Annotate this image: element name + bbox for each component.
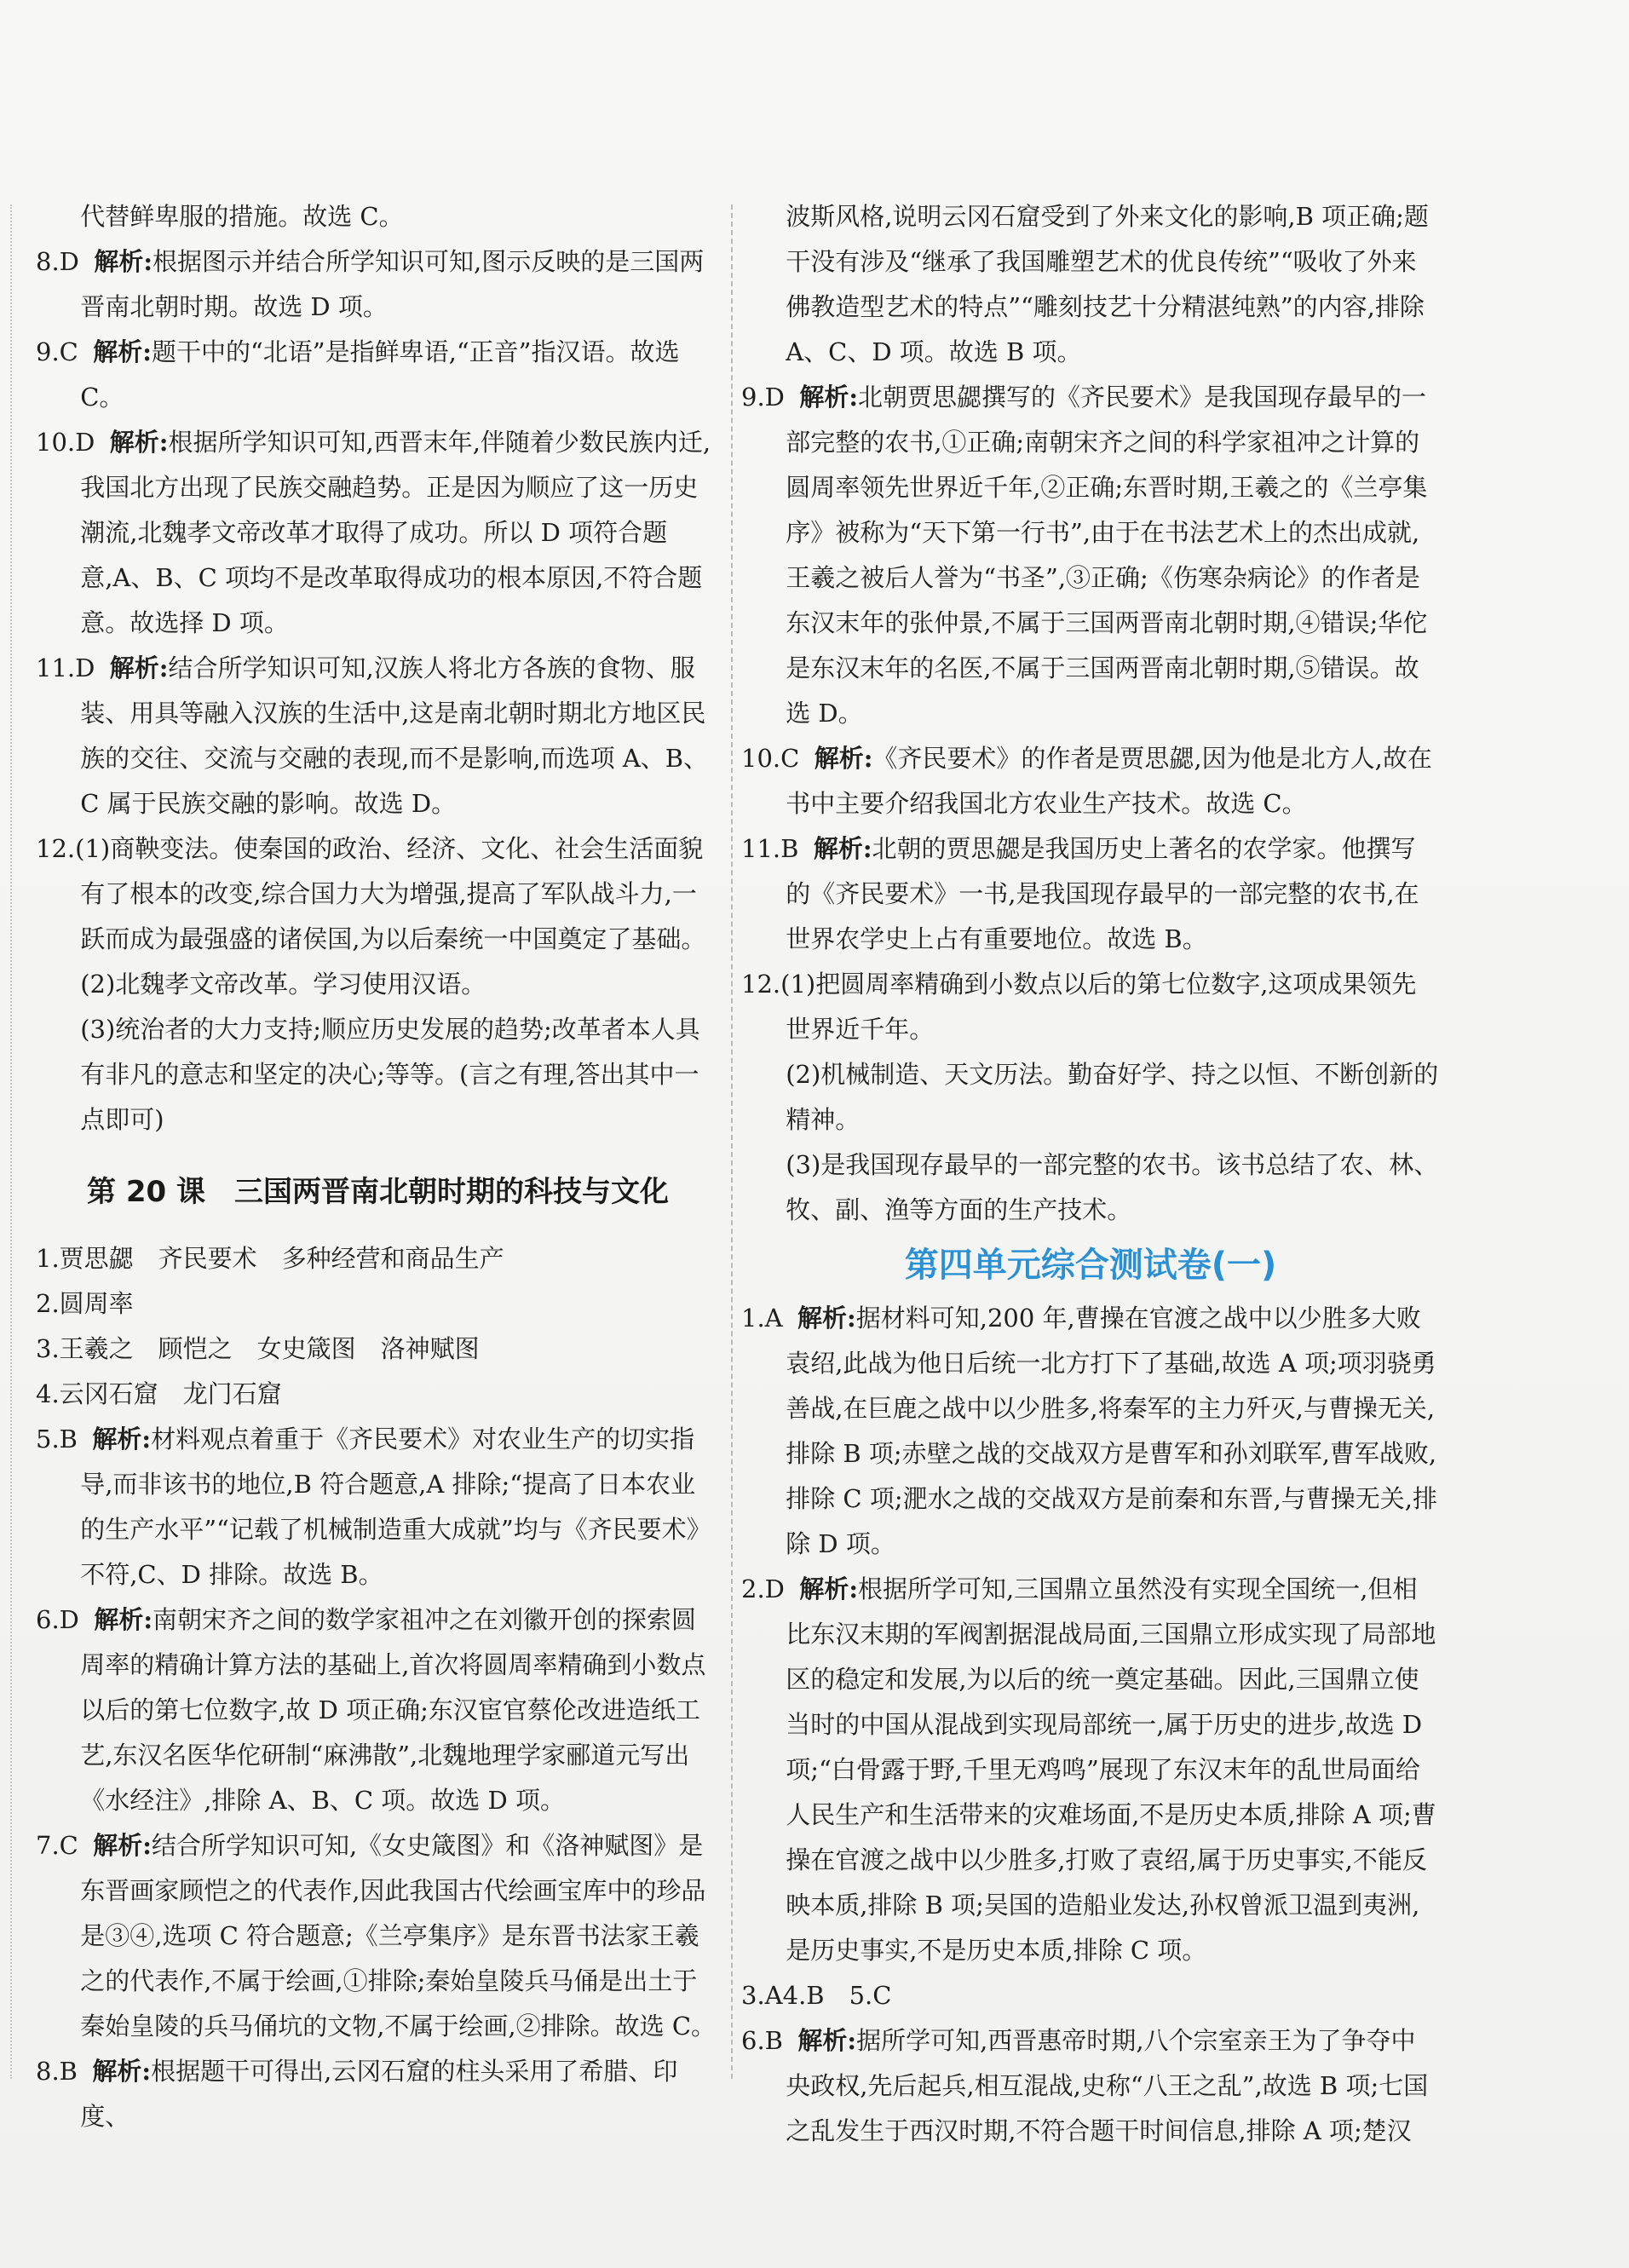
answer-text: 南朝宋齐之间的数学家祖冲之在刘徽开创的探索圆周率的精确计算方法的基础上,首次将圆周率精确到小数点以后的第七位数字,故 D 项正确;东汉宦官蔡伦改进造纸工艺,东汉名医华佗研制“麻沸散”,北魏地理学家郦道元写出《水经注》,排除 A、B、C 项。故选 D 项。 [80,1605,706,1815]
answer-item [36,1417,717,1597]
answer-text: 王羲之 顾恺之 女史箴图 洛神赋图 [59,1334,480,1363]
analysis-label: 解析: [799,383,859,412]
answer-item [741,1567,1440,1973]
analysis-label: 解析: [799,1574,859,1603]
answer-item [36,1236,717,1281]
answer-text: 根据题干可得出,云冈石窟的柱头采用了希腊、印度、 [80,2057,678,2131]
answer-item [741,2018,1440,2154]
answer-item [36,1327,717,1372]
answer-subpart: (3)是我国现存最早的一部完整的农书。该书总结了农、林、牧、副、渔等方面的生产技术。 [786,1150,1439,1224]
answer-number: 10.C [741,744,800,773]
answer-text: 题干中的“北语”是指鲜卑语,“正音”指汉语。故选 C。 [80,337,680,412]
answer-item [741,375,1440,736]
analysis-label: 解析: [94,1605,153,1634]
answer-text: (1)商鞅变法。使秦国的政治、经济、文化、社会生活面貌有了根本的改变,综合国力大为增强,提高了军队战斗力,一跃而成为最强盛的诸侯国,为以后秦统一中国奠定了基础。 [75,834,706,953]
answer-number: 6.B [741,2026,783,2055]
left-column [36,194,717,2139]
answer-number: 9.C [36,337,78,366]
answer-text: 4.B 5.C [782,1981,892,2010]
answer-number: 2. [36,1289,60,1318]
answer-continuation: 代替鲜卑服的措施。故选 C。 [80,202,404,231]
answer-number: 9.D [741,383,785,412]
answer-item [741,1296,1440,1567]
answer-item [36,1372,717,1417]
answer-text: 《齐民要术》的作者是贾思勰,因为他是北方人,故在书中主要介绍我国北方农业生产技术。故选 C。 [786,744,1432,818]
analysis-label: 解析: [109,428,169,457]
analysis-label: 解析: [797,1304,856,1333]
answer-text: 根据图示并结合所学知识可知,图示反映的是三国两晋南北朝时期。故选 D 项。 [80,247,705,321]
answer-text: 根据所学可知,三国鼎立虽然没有实现全国统一,但相比东汉末期的军阀割据混战局面,三国鼎立形成实现了局部地区的稳定和发展,为以后的统一奠定基础。因此,三国鼎立使当时的中国从混战到实现局部统一,属于历史的进步,故选 D 项;“白骨露于野,千里无鸡鸣”展现了东汉末年的乱世局面给人民生产和生活带来的灾难场面,不是历史本质,排除 A 项;曹操在官渡之战中以少胜多,打败了袁绍,属于历史事实,不能反映本质,排除 B 项;吴国的造船业发达,孙权曾派卫温到夷洲,是历史事实,不是历史本质,排除 C 项。 [786,1574,1436,1965]
answer-number: 11.B [741,834,799,863]
answer-text: 结合所学知识可知,汉族人将北方各族的食物、服装、用具等融入汉族的生活中,这是南北朝时期北方地区民族的交往、交流与交融的表现,而不是影响,而选项 A、B、C 属于民族交融的影响。故选 D。 [80,653,709,818]
answer-item [36,2049,717,2139]
answer-number: 2.D [741,1574,785,1603]
analysis-label: 解析: [92,1425,152,1453]
answer-item [36,826,717,962]
answer-text: 云冈石窟 龙门石窟 [59,1379,282,1408]
answer-text: 根据所学知识可知,西晋末年,伴随着少数民族内迁,我国北方出现了民族交融趋势。正是因为顺应了这一历史潮流,北魏孝文帝改革才取得了成功。所以 D 项符合题意,A、B、C 项均不是改革取得成功的根本原因,不符合题意。故选择 D 项。 [80,428,711,637]
answer-number: 3.A [741,1981,783,2010]
answer-number: 8.D [36,247,79,276]
answer-item [741,736,1440,826]
answer-number: 6.D [36,1605,79,1634]
answer-text: 结合所学知识可知,《女史箴图》和《洛神赋图》是东晋画家顾恺之的代表作,因此我国古代绘画宝库中的珍品是③④,选项 C 符合题意;《兰亭集序》是东晋书法家王羲之的代表作,不属于绘画,①排除;秦始皇陵兵马俑是出土于秦始皇陵的兵马俑坑的文物,不属于绘画,②排除。故选 C。 [80,1831,717,2041]
answer-text: 据材料可知,200 年,曹操在官渡之战中以少胜多大败袁绍,此战为他日后统一北方打下了基础,故选 A 项;项羽骁勇善战,在巨鹿之战中以少胜多,将秦军的主力歼灭,与曹操无关,排除 B 项;赤壁之战的交战双方是曹军和孙刘联军,曹军战败,排除 C 项;淝水之战的交战双方是前秦和东晋,与曹操无关,排除 D 项。 [786,1304,1438,1558]
answer-text: 圆周率 [59,1289,134,1318]
answer-text: 北朝贾思勰撰写的《齐民要术》是我国现存最早的一部完整的农书,①正确;南朝宋齐之间的科学家祖冲之计算的圆周率领先世界近千年,②正确;东晋时期,王羲之的《兰亭集序》被称为“天下第一行书”,由于在书法艺术上的杰出成就,王羲之被后人誉为“书圣”,③正确;《伤寒杂病论》的作者是东汉末年的张仲景,不属于三国两晋南北朝时期,④错误;华佗是东汉末年的名医,不属于三国两晋南北朝时期,⑤错误。故选 D。 [786,383,1428,728]
analysis-label: 解析: [109,653,169,682]
answer-item [36,330,717,420]
answer-text: (1)把圆周率精确到小数点以后的第七位数字,这项成果领先世界近千年。 [780,970,1417,1044]
answer-text: 贾思勰 齐民要术 多种经营和商品生产 [59,1244,504,1273]
answer-number: 10.D [36,428,95,457]
answer-item [36,646,717,826]
answer-text: 据所学可知,西晋惠帝时期,八个宗室亲王为了争夺中央政权,先后起兵,相互混战,史称“八王之乱”,故选 B 项;七国之乱发生于西汉时期,不符合题干时间信息,排除 A 项;楚汉 [786,2026,1429,2145]
answer-number: 1. [36,1244,60,1273]
unit-test-heading: 第四单元综合测试卷(一) [904,1246,1277,1285]
answer-item [36,1281,717,1327]
analysis-label: 解析: [93,337,152,366]
answer-item [36,1823,717,2049]
binding-margin-dots [10,204,12,2079]
answer-number: 7.C [36,1831,78,1860]
answer-item [36,420,717,646]
analysis-label: 解析: [93,1831,152,1860]
answer-number: 12. [741,970,781,999]
analysis-label: 解析: [94,247,153,276]
answer-number: 4. [36,1379,60,1408]
answer-item [36,239,717,330]
answer-item [741,962,1440,1052]
answer-subpart: (3)统治者的大力支持;顺应历史发展的趋势;改革者本人具有非凡的意志和坚定的决心;等等。(言之有理,答出其中一点即可) [80,1015,700,1134]
column-divider [731,204,733,2079]
answer-continuation: 波斯风格,说明云冈石窟受到了外来文化的影响,B 项正确;题干没有涉及“继承了我国雕塑艺术的优良传统”“吸收了外来佛教造型艺术的特点”“雕刻技艺十分精湛纯熟”的内容,排除 A、C、D 项。故选 B 项。 [786,202,1429,366]
answer-item [36,1597,717,1823]
answer-text: 材料观点着重于《齐民要术》对农业生产的切实指导,而非该书的地位,B 符合题意,A 排除;“提高了日本农业的生产水平”“记载了机械制造重大成就”均与《齐民要术》不符,C、D 排除。故选 B。 [80,1425,711,1589]
answer-item [741,826,1440,962]
answer-number: 5.B [36,1425,78,1453]
answer-number: 3. [36,1334,60,1363]
answer-subpart: (2)机械制造、天文历法。勤奋好学、持之以恒、不断创新的精神。 [786,1060,1439,1134]
analysis-label: 解析: [814,744,873,773]
right-column [741,194,1440,2154]
answer-text: 北朝的贾思勰是我国历史上著名的农学家。他撰写的《齐民要术》一书,是我国现存最早的一部完整的农书,在世界农学史上占有重要地位。故选 B。 [786,834,1419,953]
answer-number: 1.A [741,1304,783,1333]
answer-item [741,1973,1440,2018]
answer-subpart: (2)北魏孝文帝改革。学习使用汉语。 [80,970,486,999]
answer-number: 12. [36,834,76,863]
lesson-heading: 第 20 课 三国两晋南北朝时期的科技与文化 [87,1175,669,1209]
analysis-label: 解析: [813,834,872,863]
analysis-label: 解析: [92,2057,152,2086]
answer-number: 11.D [36,653,95,682]
answer-number: 8.B [36,2057,78,2086]
analysis-label: 解析: [797,2026,857,2055]
